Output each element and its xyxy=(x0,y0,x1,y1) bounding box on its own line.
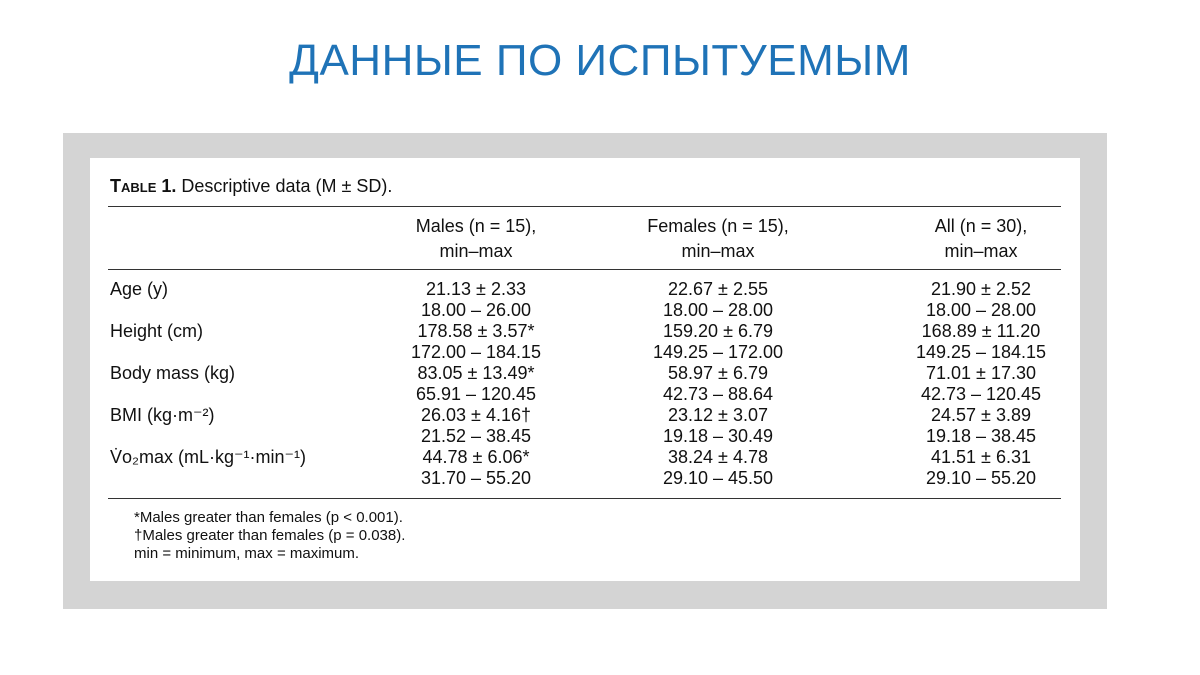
table-row-height xyxy=(90,321,1080,342)
cell-males-mean: 44.78 ± 6.06* xyxy=(422,447,530,467)
cell-females-mean: 58.97 ± 6.79 xyxy=(668,363,768,383)
table-row-bmi xyxy=(90,405,1080,426)
cell-all-range: 42.73 – 120.45 xyxy=(920,384,1042,404)
table-row-age-range xyxy=(90,300,1080,321)
cell-females-mean: 22.67 ± 2.55 xyxy=(668,279,768,299)
table-row-body-mass xyxy=(90,363,1080,384)
column-header-line2: min–max xyxy=(681,241,755,261)
cell-all-mean: 168.89 ± 11.20 xyxy=(921,321,1041,341)
column-header-line1: All (n = 30), xyxy=(934,216,1028,236)
table-top-rule xyxy=(108,206,1061,207)
cell-males-range: 31.70 – 55.20 xyxy=(420,468,532,488)
table-row-vo2max-range xyxy=(90,468,1080,489)
table-image xyxy=(90,158,1080,581)
cell-females-range: 42.73 – 88.64 xyxy=(662,384,774,404)
table-row-body-mass-range xyxy=(90,384,1080,405)
cell-males-mean: 26.03 ± 4.16† xyxy=(421,405,531,425)
cell-females-range: 19.18 – 30.49 xyxy=(662,426,774,446)
cell-females-mean: 38.24 ± 4.78 xyxy=(668,447,768,467)
column-header-line2: min–max xyxy=(944,241,1018,261)
column-header-females xyxy=(618,214,818,264)
cell-all-range: 19.18 – 38.45 xyxy=(925,426,1037,446)
cell-all-mean: 24.57 ± 3.89 xyxy=(931,405,1031,425)
cell-all-range: 149.25 – 184.15 xyxy=(915,342,1047,362)
cell-males-range: 21.52 – 38.45 xyxy=(420,426,532,446)
cell-males-mean: 178.58 ± 3.57* xyxy=(417,321,535,341)
row-label: Age (y) xyxy=(110,279,169,299)
column-header-line1: Males (n = 15), xyxy=(415,216,537,236)
table-caption xyxy=(110,176,392,197)
cell-all-mean: 41.51 ± 6.31 xyxy=(931,447,1031,467)
cell-males-mean: 83.05 ± 13.49* xyxy=(417,363,535,383)
table-footnotes xyxy=(134,509,405,563)
cell-males-range: 65.91 – 120.45 xyxy=(415,384,537,404)
cell-females-range: 29.10 – 45.50 xyxy=(662,468,774,488)
row-label: Height (cm) xyxy=(110,321,204,341)
cell-all-mean: 21.90 ± 2.52 xyxy=(931,279,1031,299)
slide-title: ДАННЫЕ ПО ИСПЫТУЕМЫМ xyxy=(289,36,911,85)
footnote: *Males greater than females (p < 0.001). xyxy=(134,509,403,526)
cell-females-range: 18.00 – 28.00 xyxy=(662,300,774,320)
column-header-line1: Females (n = 15), xyxy=(647,216,789,236)
footnote: min = minimum, max = maximum. xyxy=(134,545,360,562)
cell-females-mean: 23.12 ± 3.07 xyxy=(668,405,768,425)
cell-all-range: 18.00 – 28.00 xyxy=(925,300,1037,320)
column-header-males xyxy=(376,214,576,264)
table-row-age xyxy=(90,279,1080,300)
table-row-height-range xyxy=(90,342,1080,363)
cell-males-range: 18.00 – 26.00 xyxy=(420,300,532,320)
table-header-rule xyxy=(108,269,1061,270)
cell-all-mean: 71.01 ± 17.30 xyxy=(926,363,1036,383)
table-bottom-rule xyxy=(108,498,1061,499)
table-caption-label: Table 1. xyxy=(110,176,177,196)
cell-females-mean: 159.20 ± 6.79 xyxy=(663,321,773,341)
table-row-bmi-range xyxy=(90,426,1080,447)
cell-females-range: 149.25 – 172.00 xyxy=(652,342,784,362)
row-label: Body mass (kg) xyxy=(110,363,236,383)
row-label: V̇o₂max (mL·kg⁻¹·min⁻¹) xyxy=(110,447,306,467)
footnote: †Males greater than females (p = 0.038). xyxy=(134,527,406,544)
cell-all-range: 29.10 – 55.20 xyxy=(925,468,1037,488)
column-header-all xyxy=(881,214,1081,264)
cell-males-mean: 21.13 ± 2.33 xyxy=(426,279,526,299)
table-row-vo2max xyxy=(90,447,1080,468)
cell-males-range: 172.00 – 184.15 xyxy=(410,342,542,362)
table-caption-text: Descriptive data (M ± SD). xyxy=(181,176,393,196)
row-label: BMI (kg·m⁻²) xyxy=(110,405,215,425)
column-header-line2: min–max xyxy=(439,241,513,261)
